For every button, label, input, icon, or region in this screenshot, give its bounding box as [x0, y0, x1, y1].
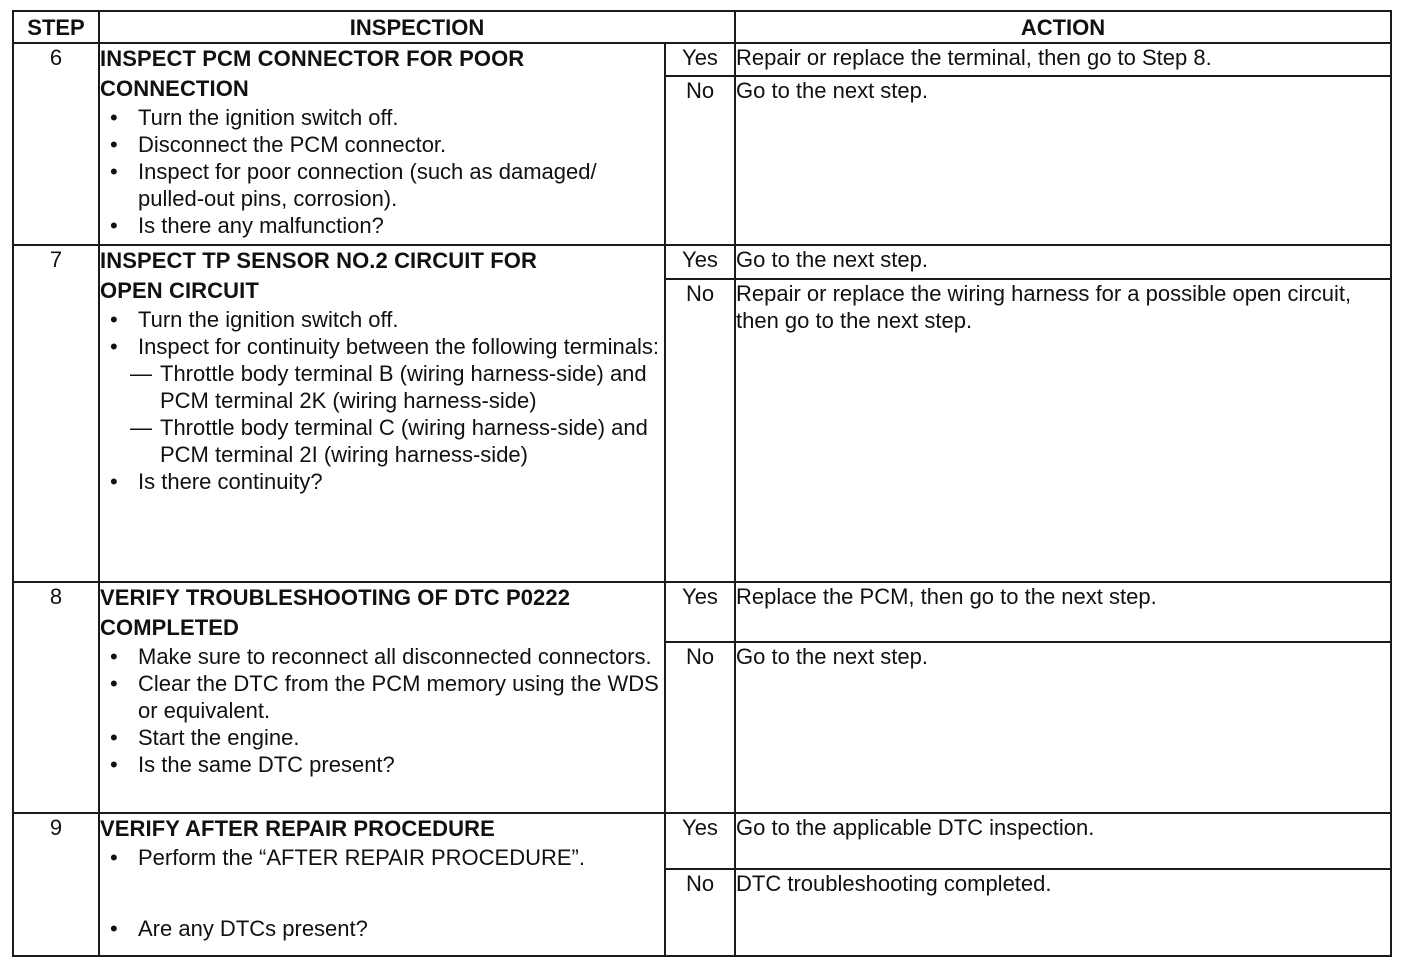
inspection-title: [100, 44, 664, 104]
list-item: • Clear the DTC from the PCM memory using the WDS or equivalent.: [100, 670, 664, 724]
dash-mark: —: [130, 415, 152, 441]
header-row: [13, 11, 1391, 43]
inspection-title: [100, 583, 664, 643]
list-item: • Is there continuity?: [100, 468, 664, 495]
step-number: 9: [13, 813, 99, 956]
inspection-cell: [99, 582, 665, 813]
sub-list: [130, 360, 664, 468]
no-label: No: [665, 76, 735, 245]
table-row: [13, 245, 1391, 278]
yes-label: Yes: [665, 245, 735, 278]
title-line: OPEN CIRCUIT: [100, 278, 259, 304]
sub-item: [130, 360, 664, 414]
list-item: • Is there any malfunction?: [100, 212, 664, 239]
list-item: • Disconnect the PCM connector.: [100, 131, 664, 158]
dash-mark: —: [130, 361, 152, 387]
title-line: INSPECT TP SENSOR NO.2 CIRCUIT FOR: [100, 248, 537, 274]
sub-item: [130, 414, 664, 468]
no-label: No: [665, 869, 735, 956]
step-number: 8: [13, 582, 99, 813]
no-action: Repair or replace the wiring harness for a possible open circuit, then go to the next step.: [735, 279, 1391, 582]
troubleshooting-table: [12, 10, 1392, 957]
inspection-cell: [99, 813, 665, 956]
list-item-text: Inspect for continuity between the following terminals:: [138, 334, 659, 360]
title-line: VERIFY TROUBLESHOOTING OF DTC P0222: [100, 584, 571, 610]
table-row: [13, 582, 1391, 642]
header-action: ACTION: [735, 11, 1391, 43]
header-inspection: INSPECTION: [99, 11, 735, 43]
list-item: • Turn the ignition switch off.: [100, 306, 664, 333]
list-item: • Perform the “AFTER REPAIR PROCEDURE”.: [100, 844, 664, 871]
inspection-title: [100, 814, 664, 844]
list-item: • Is the same DTC present?: [100, 751, 664, 778]
spacer: [100, 871, 664, 915]
no-action: DTC troubleshooting completed.: [735, 869, 1391, 956]
sub-item-text: Throttle body terminal B (wiring harness-side) and PCM terminal 2K (wiring harness-side): [160, 361, 647, 414]
inspection-list: [100, 844, 664, 942]
inspection-list: [100, 104, 664, 239]
title-line: CONNECTION: [100, 76, 249, 102]
no-label: No: [665, 279, 735, 582]
list-item: • Make sure to reconnect all disconnected connectors.: [100, 643, 664, 670]
yes-action: Go to the applicable DTC inspection.: [735, 813, 1391, 869]
yes-action: Repair or replace the terminal, then go to Step 8.: [735, 43, 1391, 76]
list-item: • Inspect for poor connection (such as damaged/ pulled-out pins, corrosion).: [100, 158, 664, 212]
title-line: INSPECT PCM CONNECTOR FOR POOR: [100, 46, 525, 72]
step-number: 7: [13, 245, 99, 581]
title-line: COMPLETED: [100, 614, 240, 640]
no-action: Go to the next step.: [735, 642, 1391, 813]
no-label: No: [665, 642, 735, 813]
yes-label: Yes: [665, 813, 735, 869]
inspection-list: [100, 306, 664, 495]
header-step: STEP: [13, 11, 99, 43]
yes-label: Yes: [665, 582, 735, 642]
list-item: • Turn the ignition switch off.: [100, 104, 664, 131]
yes-action: Replace the PCM, then go to the next step.: [735, 582, 1391, 642]
step-number: 6: [13, 43, 99, 245]
yes-label: Yes: [665, 43, 735, 76]
no-action: Go to the next step.: [735, 76, 1391, 245]
inspection-list: [100, 643, 664, 778]
list-item: • Are any DTCs present?: [100, 915, 664, 942]
inspection-cell: [99, 245, 665, 581]
yes-action: Go to the next step.: [735, 245, 1391, 278]
sub-item-text: Throttle body terminal C (wiring harness-side) and PCM terminal 2I (wiring harness-side): [160, 415, 648, 468]
table-row: [13, 43, 1391, 76]
table-row: [13, 813, 1391, 869]
inspection-cell: [99, 43, 665, 245]
title-line: VERIFY AFTER REPAIR PROCEDURE: [100, 816, 495, 842]
list-item: [100, 333, 664, 468]
inspection-title: [100, 246, 664, 306]
list-item: • Start the engine.: [100, 724, 664, 751]
